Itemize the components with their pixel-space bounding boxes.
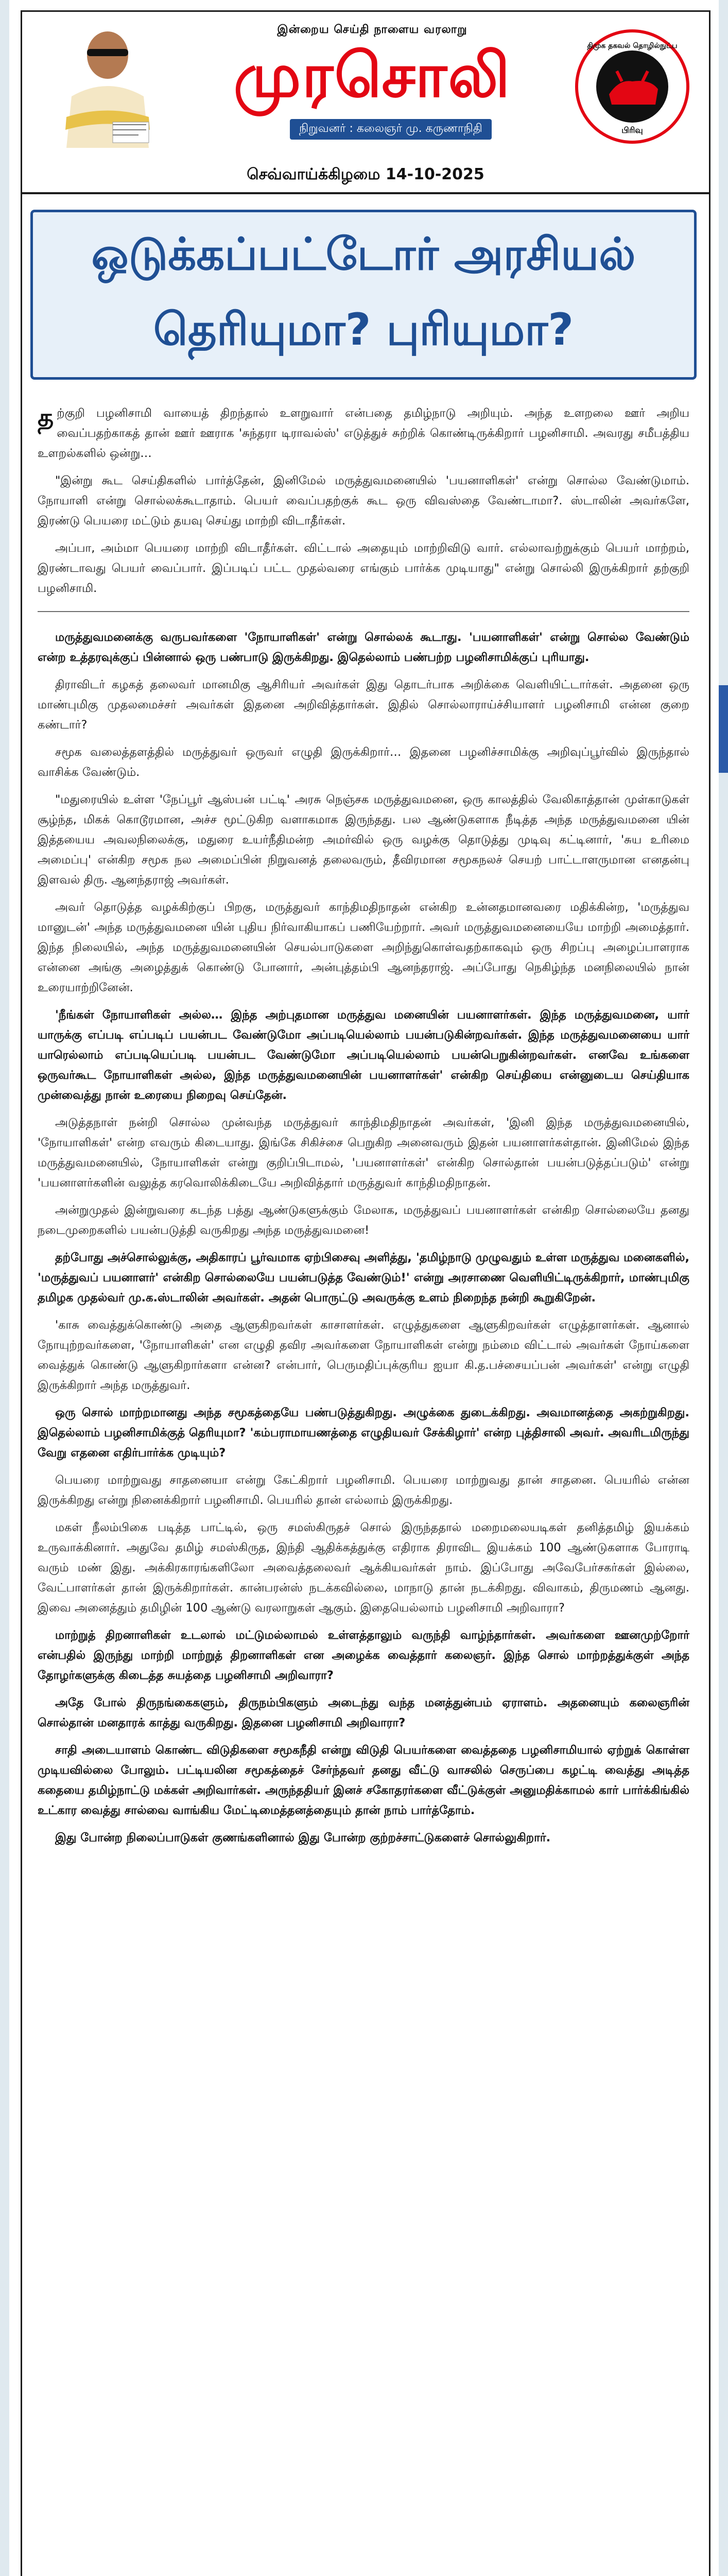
article-paragraph: மருத்துவமனைக்கு வருபவர்களை 'நோயாளிகள்' என்று சொல்லக் கூடாது. 'பயனாளிகள்' என்று சொல்ல வேண்டும் என்ற உத்தரவுக்குப் பின்னால் ஒரு பண்பாடு இருக்கிறது. இதெல்லாம் பண்பற்ற பழனிசாமிக்குப் புரியாது. [38,631,689,664]
article-paragraph: இது போன்ற நிலைப்பாடுகள் குணங்களினால் இது போன்ற குற்றச்சாட்டுகளைச் சொல்லுகிறார். [55,1831,551,1844]
emblem-top-text: திமுக தகவல் தொழில்நுட்ப [587,42,678,50]
article-paragraph: 'நீங்கள் நோயாளிகள் அல்ல… இந்த அற்புதமான மருத்துவ மனையின் பயனாளர்கள். இந்த மருத்துவமனை, யார் யாருக்கு எப்படி எப்படிப் பயன்பட வேண்டுமோ அப்படியெல்லாம் பயன்படுகின்றவர்கள். இந்த மருத்துவமனையை யார் யாரெல்லாம் எப்படியெப்படி பயன்பட வேண்டுமோ அப்படியெல்லாம் பயன்பெறுகின்றவர்கள். எனவே உங்களை ஒருவர்கூட நோயாளிகள் அல்ல, இந்த மருத்துவமனையின் பயனாளர்கள்' என்கிற செய்தியை என்னுடைய செய்தியாக முன்வைத்து நான் உரையை நிறைவு செய்தேன். [38,1008,689,1102]
newspaper-clipping [21,10,710,2576]
article-paragraph: சமூக வலைத்தளத்தில் மருத்துவர் ஒருவர் எழுதி இருக்கிறார்… இதனை பழனிச்சாமிக்கு அறிவுப்பூர்வில் இருந்தால் வாசிக்க வேண்டும். [38,745,689,779]
article-paragraph: திராவிடர் கழகத் தலைவர் மானமிகு ஆசிரியர் அவர்கள் இது தொடர்பாக அறிக்கை வெளியிட்டார்கள். அதனை ஒரு மாண்புமிகு முதலமைச்சர் அவர்கள் இதனை அறிவித்தார்கள். இதில் சொல்லாராய்ச்சியாளர் பழனிசாமி என்ன குறை கண்டார்? [38,678,689,732]
article-paragraph: மகள் நீலம்பிகை படித்த பாட்டில், ஒரு சமஸ்கிருதச் சொல் இருந்ததால் மறைமலையடிகள் தனித்தமிழ் இயக்கம் உருவாக்கினார். அதுவே தமிழ் சமஸ்கிருத, இந்தி ஆதிக்கத்துக்கு எதிராக திராவிட இயக்கம் 100 ஆண்டுகளாக போராடி வரும் மண் இது. அக்கிரகாரங்களிலோ அவைத்தலைவர் ஆக்கியவர்கள் நாம். இப்போது அவேபேர்சகர்கள் இல்லை, வேட்பாளர்கள் தான் இருக்கிறார்கள். கான்பரன்ஸ் நடக்கவில்லை, மாநாடு தான் நடக்கிறது. விவாகம், திருமணம் ஆனது. இவை அனைத்தும் தமிழின் 100 ஆண்டு வரலாறுகள் ஆகும். இதையெல்லாம் பழனிசாமி அறிவாரா? [38,1521,689,1615]
issue-date: செவ்வாய்க்கிழமை 14-10-2025 [247,165,484,183]
article-lead-text: ற்குறி பழனிசாமி வாயைத் திறந்தால் உளறுவார் என்பதை தமிழ்நாடு அறியும். அந்த உளறலை ஊர் அறிய வைப்பதற்காகத் தான் ஊர் ஊராக 'சுந்தரா டிராவல்ஸ்' எடுத்துச் சுற்றிக் கொண்டிருக்கிறார் பழனிசாமி. அவரது சமீபத்திய உளறல்களில் ஒன்று… [38,406,689,460]
article-paragraph [38,403,689,464]
headline-line-1: ஒடுக்கப்பட்டோர் அரசியல் [91,229,636,280]
headline-box [30,210,697,380]
right-scroll-rail[interactable] [719,0,728,2576]
article-body [38,403,689,1855]
article-paragraph: பெயரை மாற்றுவது சாதனையா என்று கேட்கிறார் பழனிசாமி. பெயரை மாற்றுவது தான் சாதனை. பெயரில் என்ன இருக்கிறது என்று நினைக்கிறார் பழனிசாமி. பெயரில் தான் எல்லாம் இருக்கிறது. [38,1473,689,1507]
article-paragraph: "மதுரையில் உள்ள 'நேப்பூர் ஆஸ்பன் பட்டி' அரசு நெஞ்சக மருத்துவமனை, ஒரு காலத்தில் வேலிகாத்தான் முள்காடுகள் சூழ்ந்த, மிகக் கொடூரமான, அச்ச மூட்டுகிற வளாகமாக இருந்தது. பல ஆண்டுகளாக நீடித்த அந்த மருத்துவமனை யின் இத்தயைய அவலநிலைக்கு, மதுரை உயர்நீதிமன்ற அமர்வில் ஒரு வழக்கு தொடுத்து முடிவு கட்டினார், 'சுய உரிமை அமைப்பு' என்கிற சமூக நல அமைப்பின் நிறுவனத் தலைவரும், தீவிரமான சமூகநலச் செயற் பாட்டாளருமான எனதன்பு இளவல் திரு. ஆனந்தராஜ் அவர்கள். [38,793,689,887]
article-paragraph: அப்பா, அம்மா பெயரை மாற்றி விடாதீர்கள். விட்டால் அதையும் மாற்றிவிடு வார். எல்லாவற்றுக்கும் பெயர் மாற்றம், இரண்டாவது பெயர் வைப்பார். இப்படிப் பட்ட முதல்வரை எங்கும் பார்க்க முடியாது" என்று சொல்லி இருக்கிறார் தற்குறி பழனிசாமி. [38,541,689,595]
scrollbar-thumb[interactable] [719,685,728,773]
section-divider [38,611,689,612]
masthead-rule [22,192,709,194]
article-paragraph: அதே போல் திருநங்கைகளும், திருநம்பிகளும் அடைந்து வந்த மனத்துன்பம் ஏராளம். அதனையும் கலைஞரின் சொல்தான் மனதாரக் காத்து வருகிறது. இதனை பழனிசாமி அறிவாரா? [38,1696,689,1730]
newspaper-logo: முரசொலி [233,39,511,111]
founder-label: நிறுவனர் : கலைஞர் மு. கருணாநிதி [290,119,492,140]
masthead [22,12,709,161]
article-paragraph: மாற்றுத் திறனாளிகள் உடலால் மட்டுமல்லாமல் உள்ளத்தாலும் வருந்தி வாழ்ந்தார்கள். அவர்களை ஊனமுற்றோர் என்பதில் இருந்து மாற்றி மாற்றுத் திறனாளிகள் என அழைக்க வைத்தார் கலைஞர். இந்த சொல் மாற்றத்துக்குள் அந்த தோழர்களுக்கு கிடைத்த சுயத்தை பழனிசாமி அறிவாரா? [38,1629,689,1682]
left-scroll-rail [0,0,9,2576]
article-paragraph: அவர் தொடுத்த வழக்கிற்குப் பிறகு, மருத்துவர் காந்திமதிநாதன் என்கிற உன்னதமானவரை மதிக்கின்ற, 'மருத்துவ மானுடன்' அந்த மருத்துவமனை யின் புதிய நிர்வாகியாகப் பணியேற்றார். அவர் மருத்துவமனையையே மாற்றி அமைத்தார். இந்த நிலையில், அந்த மருத்துவமனையின் செயல்பாடுகளை அறிந்துகொள்வதற்காகவும் ஒரு சிறப்பு அழைப்பாளராக என்னை அங்கு அழைத்துக் கொண்டு போனார், அன்புத்தம்பி ஆனந்தராஜ். அப்போது நெகிழ்ந்த மனநிலையில் நான் உரையாற்றினேன். [38,901,689,994]
leader-portrait-image [36,19,175,148]
article-paragraph: 'காசு வைத்துக்கொண்டு அதை ஆளுகிறவர்கள் காசாளர்கள். எழுத்துகளை ஆளுகிறவர்கள் எழுத்தாளர்கள். ஆனால் நோயுற்றவர்களை, 'நோயாளிகள்' என எழுதி தவிர அவர்களை நோயாளிகள் என்று நம்மை விட்டால் அவர்கள் நோய்களை வைத்துக் கொண்டு ஆளுகிறார்களா என்ன? என்பார், பெருமதிப்புக்குரிய ஐயா கி.த.பச்சையப்பன் அவர்கள்' என்று எழுதி இருக்கிறார் அந்த மருத்துவர். [38,1318,689,1392]
masthead-tagline: இன்றைய செய்தி நாளைய வரலாறு [277,23,467,36]
article-paragraph: ஒரு சொல் மாற்றமானது அந்த சமூகத்தையே பண்படுத்துகிறது. அழுக்கை துடைக்கிறது. அவமானத்தை அகற்றுகிறது. இதெல்லாம் பழனிசாமிக்குத் தெரியுமா? 'கம்பராமாயணத்தை எழுதியவர் சேக்கிழார்' என்ற புத்திசாலி அவர். அவரிடமிருந்து வேறு எதனை எதிர்பார்க்க முடியும்? [38,1406,689,1460]
emblem-bottom-text: பிரிவு [621,125,643,135]
drop-cap: த [38,403,54,432]
headline-line-2: தெரியுமா? புரியுமா? [153,304,574,355]
article-paragraph: சாதி அடையாளம் கொண்ட விடுதிகளை சமூகநீதி என்று விடுதி பெயர்களை வைத்ததை பழனிசாமியால் ஏற்றுக் கொள்ள முடியவில்லை போலும். பட்டியலின சமூகத்தைச் சேர்ந்தவர் தனது வீட்டு வாசலில் செருப்பை கழட்டி வைத்து அடித்த கதையை தமிழ்நாட்டு மக்கள் அறிவார்கள். அருந்ததியர் இனச் சகோதரர்களை வீட்டுக்குள் அனுமதிக்காமல் கார் பார்க்கிங்கில் உட்கார வைத்து சால்வை வாங்கிய மேட்டிமைத்தனத்தையும் தான் நாம் பார்த்தோம். [38,1743,689,1817]
article-paragraph: "இன்று கூட செய்திகளில் பார்த்தேன், இனிமேல் மருத்துவமனையில் 'பயனாளிகள்' என்று சொல்ல வேண்டுமாம். நோயாளி என்று சொல்லக்கூடாதாம். பெயர் வைப்பதற்குக் கூட ஒரு விவஸ்தை வேண்டாமா?. ஸ்டாலின் அவர்களே, இரண்டு பெயரை மட்டும் தயவு செய்து மாற்றி விடாதீர்கள். [38,474,689,528]
article-paragraph: அன்றுமுதல் இன்றுவரை கடந்த பத்து ஆண்டுகளுக்கும் மேலாக, மருத்துவப் பயனாளர்கள் என்கிற சொல்லையே தனது நடைமுறைகளில் பயன்படுத்தி வருகிறது அந்த மருத்துவமனை! [38,1204,689,1237]
article-paragraph: தற்போது அச்சொல்லுக்கு, அதிகாரப் பூர்வமாக ஏற்பிசைவு அளித்து, 'தமிழ்நாடு முழுவதும் உள்ள மருத்துவ மனைகளில், 'மருத்துவப் பயனாளர்' என்கிற சொல்லையே பயன்படுத்த வேண்டும்!' என்று அரசாணை வெளியிட்டிருக்கிறார், மாண்புமிகு தமிழக முதல்வர் மு.க.ஸ்டாலின் அவர்கள். அதன் பொருட்டு அவருக்கு உளம் நிறைந்த நன்றி கூறுகிறேன். [38,1251,689,1304]
party-emblem-icon [573,27,691,146]
article-paragraph: அடுத்தநாள் நன்றி சொல்ல முன்வந்த மருத்துவர் காந்திமதிநாதன் அவர்கள், 'இனி இந்த மருத்துவமனையில், 'நோயாளிகள்' என்ற எவரும் கிடையாது. இங்கே சிகிச்சை பெறுகிற அனைவரும் இதன் பயனாளர்கள்தான். இனிமேல் இந்த மருத்துவமனையில், நோயாளிகள் என்று குறிப்பிடாமல், 'பயனாளர்கள்' என்கிற சொல்தான் பயன்படுத்தப்படும்' என்று 'பயனாளர்களின் வலுத்த கரவொலிக்கிடையே அறிவித்தார் மருத்துவர் காந்திமதிநாதன். [38,1116,689,1190]
